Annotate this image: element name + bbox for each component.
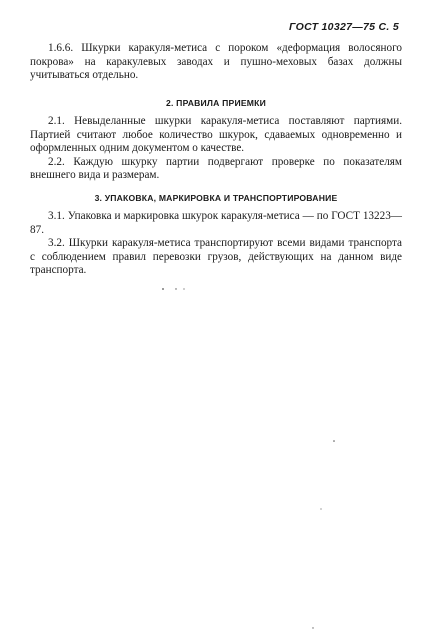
- scan-speck: [312, 627, 313, 628]
- scan-speck: [162, 288, 164, 290]
- paragraph-2-1: 2.1. Невыделанные шкурки каракуля-метиса поставляют партиями. Партией считают любое количество шкурок, сдаваемых одновременно и оформленных одним документом о качестве.: [30, 115, 402, 155]
- paragraph-3-1: 3.1. Упаковка и маркировка шкурок каракуля-метиса — по ГОСТ 13223—87.: [30, 210, 402, 236]
- section-2-body: [30, 115, 402, 183]
- section-3-heading: 3. УПАКОВКА, МАРКИРОВКА И ТРАНСПОРТИРОВАНИЕ: [94, 193, 338, 203]
- running-header: ГОСТ 10327—75 С. 5: [289, 21, 399, 33]
- paragraph-3-2: 3.2. Шкурки каракуля-метиса транспортируют всеми видами транспорта с соблюдением правил перевозки грузов, действующих на данном виде транспорта.: [30, 237, 402, 277]
- scan-speck: [320, 508, 321, 509]
- paragraph-1-6-6: 1.6.6. Шкурки каракуля-метиса с пороком «деформация волосяного покрова» на каракулевых заводах и пушно-меховых базах должны учитываться отдельно.: [30, 42, 402, 82]
- scan-speck: [333, 440, 335, 442]
- section-2-heading: 2. ПРАВИЛА ПРИЕМКИ: [166, 98, 266, 108]
- paragraph-2-2: 2.2. Каждую шкурку партии подвергают проверке по показателям внешнего вида и размерам.: [30, 155, 402, 182]
- scan-speck: [183, 288, 184, 289]
- section-3-body: [30, 210, 402, 278]
- paragraph-1-6-6-block: [30, 42, 402, 83]
- scan-speck: [175, 288, 176, 289]
